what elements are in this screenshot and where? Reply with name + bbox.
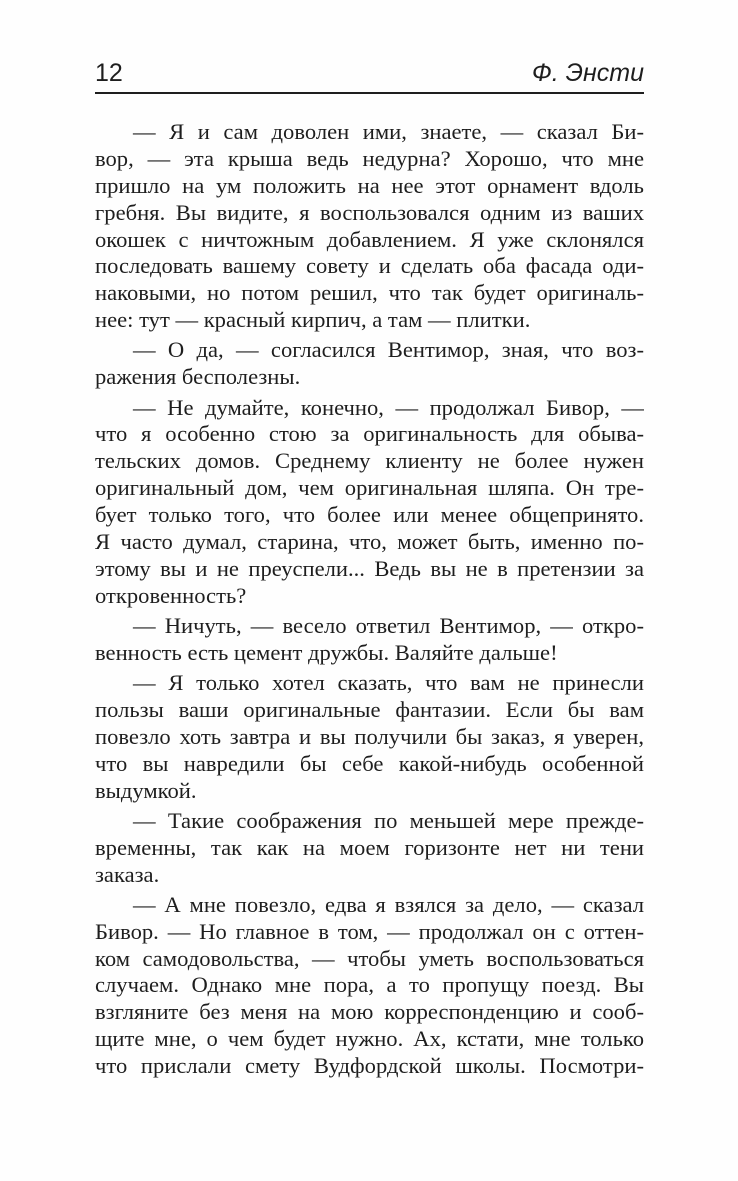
text-line: — Ничуть, — весело ответил Вентимор, — откро- <box>133 612 644 638</box>
text-line: вор, — эта крыша ведь недурна? Хорошо, что мне <box>95 145 644 171</box>
text-line: взгляните без меня на мою корреспонденцию и сооб- <box>95 999 644 1025</box>
text-line: выдумкой. <box>95 777 197 803</box>
text-line: пришло на ум положить на нее этот орнамент вдоль <box>95 172 644 198</box>
text-line: пользы ваши оригинальные фантазии. Если бы вам <box>95 696 644 722</box>
text-line: — Я только хотел сказать, что вам не принесли <box>133 670 644 695</box>
text-line: щите мне, о чем будет нужно. Ах, кстати, мне только <box>95 1026 644 1052</box>
text-line: Я часто думал, старина, что, может быть, именно по- <box>95 528 644 554</box>
text-line: бует только того, что более или менее общепринято. <box>95 502 644 528</box>
text-line: — Я и сам доволен ими, знаете, — сказал Би- <box>133 119 644 144</box>
page-header <box>95 58 644 94</box>
text-line: временны, так как на моем горизонте нет ни тени <box>95 834 644 860</box>
text-line: оригинальный дом, чем оригинальная шляпа. Он тре- <box>95 475 644 501</box>
text-line: ражения бесполезны. <box>95 364 301 390</box>
text-line: повезло хоть завтра и вы получили бы заказ, я уверен, <box>95 723 644 749</box>
text-line: — Не думайте, конечно, — продолжал Бивор, — <box>133 394 644 420</box>
text-line: этому вы и не преуспели... Ведь вы не в претензии за <box>95 555 644 581</box>
text-line: ком самодовольства, — чтобы уметь воспользоваться <box>95 945 644 971</box>
text-line: что прислали смету Вудфордской школы. Посмотри- <box>95 1053 644 1079</box>
text-line: венность есть цемент дружбы. Валяйте дальше! <box>95 639 558 665</box>
text-line: случаем. Однако мне пора, а то пропущу поезд. Вы <box>95 972 644 998</box>
text-line: нее: тут — красный кирпич, а там — плитки. <box>95 307 531 333</box>
text-line: окошек с ничтожным добавлением. Я уже склонялся <box>95 226 644 252</box>
text-line: тельских домов. Среднему клиенту не более нужен <box>95 448 644 474</box>
text-line: что вы навредили бы себе какой-нибудь особенной <box>95 750 644 776</box>
body-text <box>95 119 644 1080</box>
text-line: — О да, — согласился Вентимор, зная, что воз- <box>133 337 644 363</box>
text-line: откровенность? <box>95 582 247 608</box>
text-line: гребня. Вы видите, я воспользовался одним из ваших <box>95 199 644 225</box>
text-line: Бивор. — Но главное в том, — продолжал он с оттен- <box>95 918 644 944</box>
running-head-author: Ф. Энсти <box>531 59 644 87</box>
text-line: — Такие соображения по меньшей мере прежде- <box>133 807 644 833</box>
text-line: что я особенно стою за оригинальность для обыва- <box>95 421 644 447</box>
page-number: 12 <box>95 59 123 87</box>
text-line: заказа. <box>95 861 160 887</box>
text-line: последовать вашему совету и сделать оба фасада оди- <box>95 253 644 279</box>
text-line: — А мне повезло, едва я взялся за дело, — сказал <box>133 891 644 917</box>
text-line: наковыми, но потом решил, что так будет оригиналь- <box>95 280 644 306</box>
